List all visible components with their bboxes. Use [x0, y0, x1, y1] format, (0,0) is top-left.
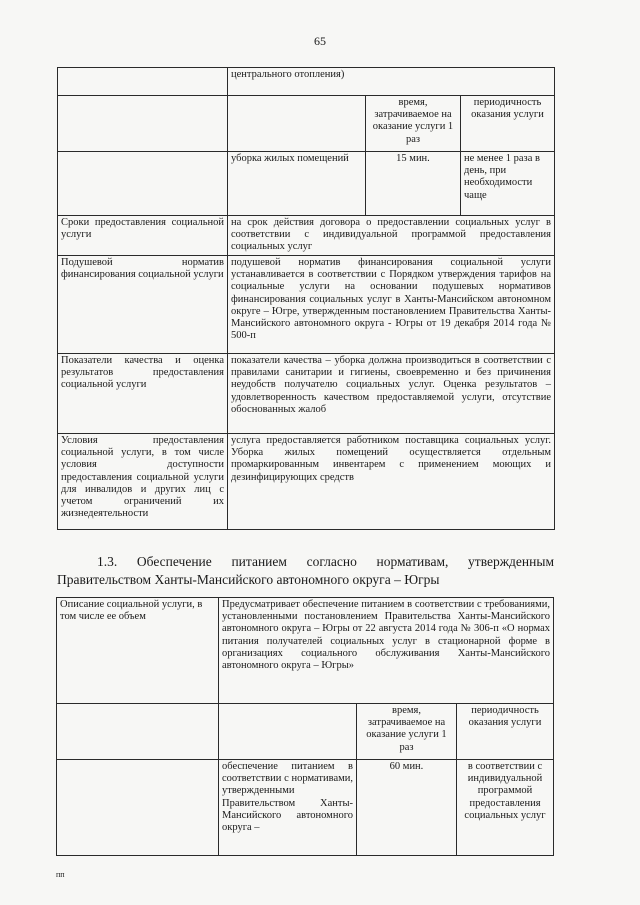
- service-description: Предусматривает обеспечение питанием в соответствии с требованиями, установленными постановлением Правительства Ханты-Мансийского автономного округа – Югры от 22 августа 2014 года № 306-п «О нормах питания получателей социальных услуг в стационарной форме в организациях социального обслуживания Ханты-Мансийского автономного округа – Югры»: [219, 598, 554, 704]
- frequency-header: периодичность оказания услуги: [461, 96, 555, 152]
- row-value: подушевой норматив финансирования социальной услуги устанавливается в соответствии с Порядком утверждения тарифов на социальные услуги на основании подушевых нормативов финансирования социальных услуг в Ханты-Мансийском автономном округе – Югре, утвержденным постановлением Правительства Ханты-Мансийского автономного округа - Югры от 19 декабря 2014 года № 500-п: [228, 256, 555, 354]
- table-cell-empty: [228, 96, 366, 152]
- frequency-header: периодичность оказания услуги: [457, 704, 554, 760]
- service-name: уборка жилых помещений: [228, 152, 366, 216]
- service-table-nutrition: [56, 597, 554, 856]
- row-label: Подушевой норматив финансирования социальной услуги: [58, 256, 228, 354]
- table-cell-empty: [57, 704, 219, 760]
- page-number: 65: [314, 34, 326, 48]
- service-name: обеспечение питанием в соответствии с нормативами, утвержденными Правительством Ханты-Мансийского автономного округа –: [219, 760, 357, 856]
- row-label: Условия предоставления социальной услуги, в том числе условия доступности предоставления социальной услуги для инвалидов и других лиц с учетом ограничений их жизнедеятельности: [58, 434, 228, 530]
- row-label: Описание социальной услуги, в том числе ее объем: [57, 598, 219, 704]
- row-value: услуга предоставляется работником поставщика социальных услуг. Уборка жилых помещений осуществляется отдельным промаркированным инвентарем с применением моющих и дезинфицирующих средств: [228, 434, 555, 530]
- time-header: время, затрачиваемое на оказание услуги 1 раз: [366, 96, 461, 152]
- footer-mark: пп: [56, 870, 65, 879]
- section-heading: 1.3. Обеспечение питанием согласно нормативам, утвержденным Правительством Ханты-Мансийского автономного округа – Югры: [57, 554, 554, 587]
- table-cell-empty: [219, 704, 357, 760]
- continuation-text: центрального отопления): [228, 68, 555, 96]
- table-cell-empty: [58, 96, 228, 152]
- row-value: показатели качества – уборка должна производиться в соответствии с правилами санитарии и гигиены, своевременно и без причинения неудобств получателю социальных услуг. Оценка результатов – удовлетворенность качеством предоставляемой услуги, отсутствие обоснованных жалоб: [228, 354, 555, 434]
- row-value: на срок действия договора о предоставлении социальных услуг в соответствии с индивидуальной программой предоставления социальных услуг: [228, 216, 555, 256]
- row-label: Сроки предоставления социальной услуги: [58, 216, 228, 256]
- service-frequency: в соответствии с индивидуальной программой предоставления социальных услуг: [457, 760, 554, 856]
- service-table-continued: [57, 67, 555, 530]
- row-label: Показатели качества и оценка результатов предоставления социальной услуги: [58, 354, 228, 434]
- service-frequency: не менее 1 раза в день, при необходимости чаще: [461, 152, 555, 216]
- service-time: 15 мин.: [366, 152, 461, 216]
- service-time: 60 мин.: [357, 760, 457, 856]
- time-header: время, затрачиваемое на оказание услуги 1 раз: [357, 704, 457, 760]
- table-cell-empty: [57, 760, 219, 856]
- table-cell-empty: [58, 152, 228, 216]
- table-cell-empty: [58, 68, 228, 96]
